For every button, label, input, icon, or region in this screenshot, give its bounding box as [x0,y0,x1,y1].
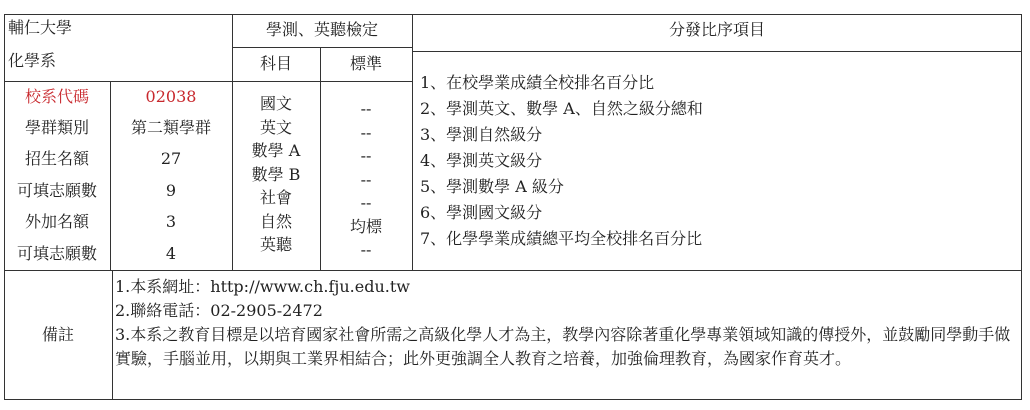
standard-item: -- [360,240,372,259]
standard-list [320,97,412,262]
info-row-label: 招生名額 [24,149,89,168]
info-row-value: 3 [165,212,177,231]
divider-ranking-top [412,51,1022,52]
standard-item: -- [360,193,372,212]
divider-remarks-label [112,270,113,400]
standard-item: -- [360,99,372,118]
info-row-label: 可填志願數 [16,244,97,263]
remark-objective: 3.本系之教育目標是以培育國家社會所需之高級化學人才為主，教學內容除著重化學專業領域知識的傳授外，並鼓勵同學動手做實驗，手腦並用，以期與工業界相結合；此外更強調全人教育之培養，加強倫理教育，為國家作育英才。 [115,325,1011,368]
subject-item: 數學 B [251,164,301,184]
ranking-item: 5、學測數學 A 級分 [420,177,564,196]
subject-item: 英文 [259,117,292,137]
table-border-bottom [4,399,1022,400]
ranking-item: 6、學測國文級分 [420,203,543,222]
subject-list [232,92,320,257]
divider-exam-ranking [412,14,413,270]
info-row-value: 4 [165,244,177,263]
ranking-item: 7、化學學業成績總平均全校排名百分比 [420,229,703,248]
standard-item: 均標 [349,216,382,236]
subject-header: 科目 [259,54,292,73]
school-code-label: 校系代碼 [24,87,89,106]
standard-header: 標準 [349,54,382,73]
divider-remarks-top [4,270,1022,271]
divider-info-top [4,81,412,82]
table-border-top [4,14,1022,15]
remarks-label: 備註 [41,325,74,344]
standard-item: -- [360,169,372,189]
subject-item: 國文 [259,94,292,113]
divider-exam-top [232,47,412,48]
exam-group-header: 學測、英聽檢定 [265,20,378,39]
standard-item: -- [360,122,372,142]
ranking-item: 4、學測英文級分 [420,151,543,170]
ranking-item: 2、學測英文、數學 A、自然之級分總和 [420,99,703,118]
remark-phone: 2.聯絡電話：02-2905-2472 [115,301,323,320]
subject-item: 自然 [259,211,292,231]
info-row-label: 可填志願數 [16,181,97,200]
school-code-value: 02038 [145,87,197,106]
info-row-label: 學群類別 [24,118,89,137]
subject-item: 數學 A [251,141,301,160]
remarks-content [115,275,1015,371]
ranking-item: 3、學測自然級分 [420,125,543,144]
ranking-list [420,70,703,252]
subject-item: 社會 [259,188,292,207]
ranking-item: 1、在校學業成績全校排名百分比 [420,73,655,92]
department-name: 化學系 [8,51,57,70]
subject-item: 英聽 [259,235,292,254]
info-row-value: 第二類學群 [130,118,211,137]
divider-info-label [110,81,111,270]
info-row-label: 外加名額 [24,212,89,231]
info-row-value: 27 [160,149,182,168]
info-row-value: 9 [165,181,177,200]
table-border-right [1021,14,1022,400]
remark-website: 1.本系網址：http://www.ch.fju.edu.tw [115,277,410,296]
standard-item: -- [360,146,372,165]
ranking-header: 分發比序項目 [668,20,765,39]
university-name: 輔仁大學 [8,18,73,37]
